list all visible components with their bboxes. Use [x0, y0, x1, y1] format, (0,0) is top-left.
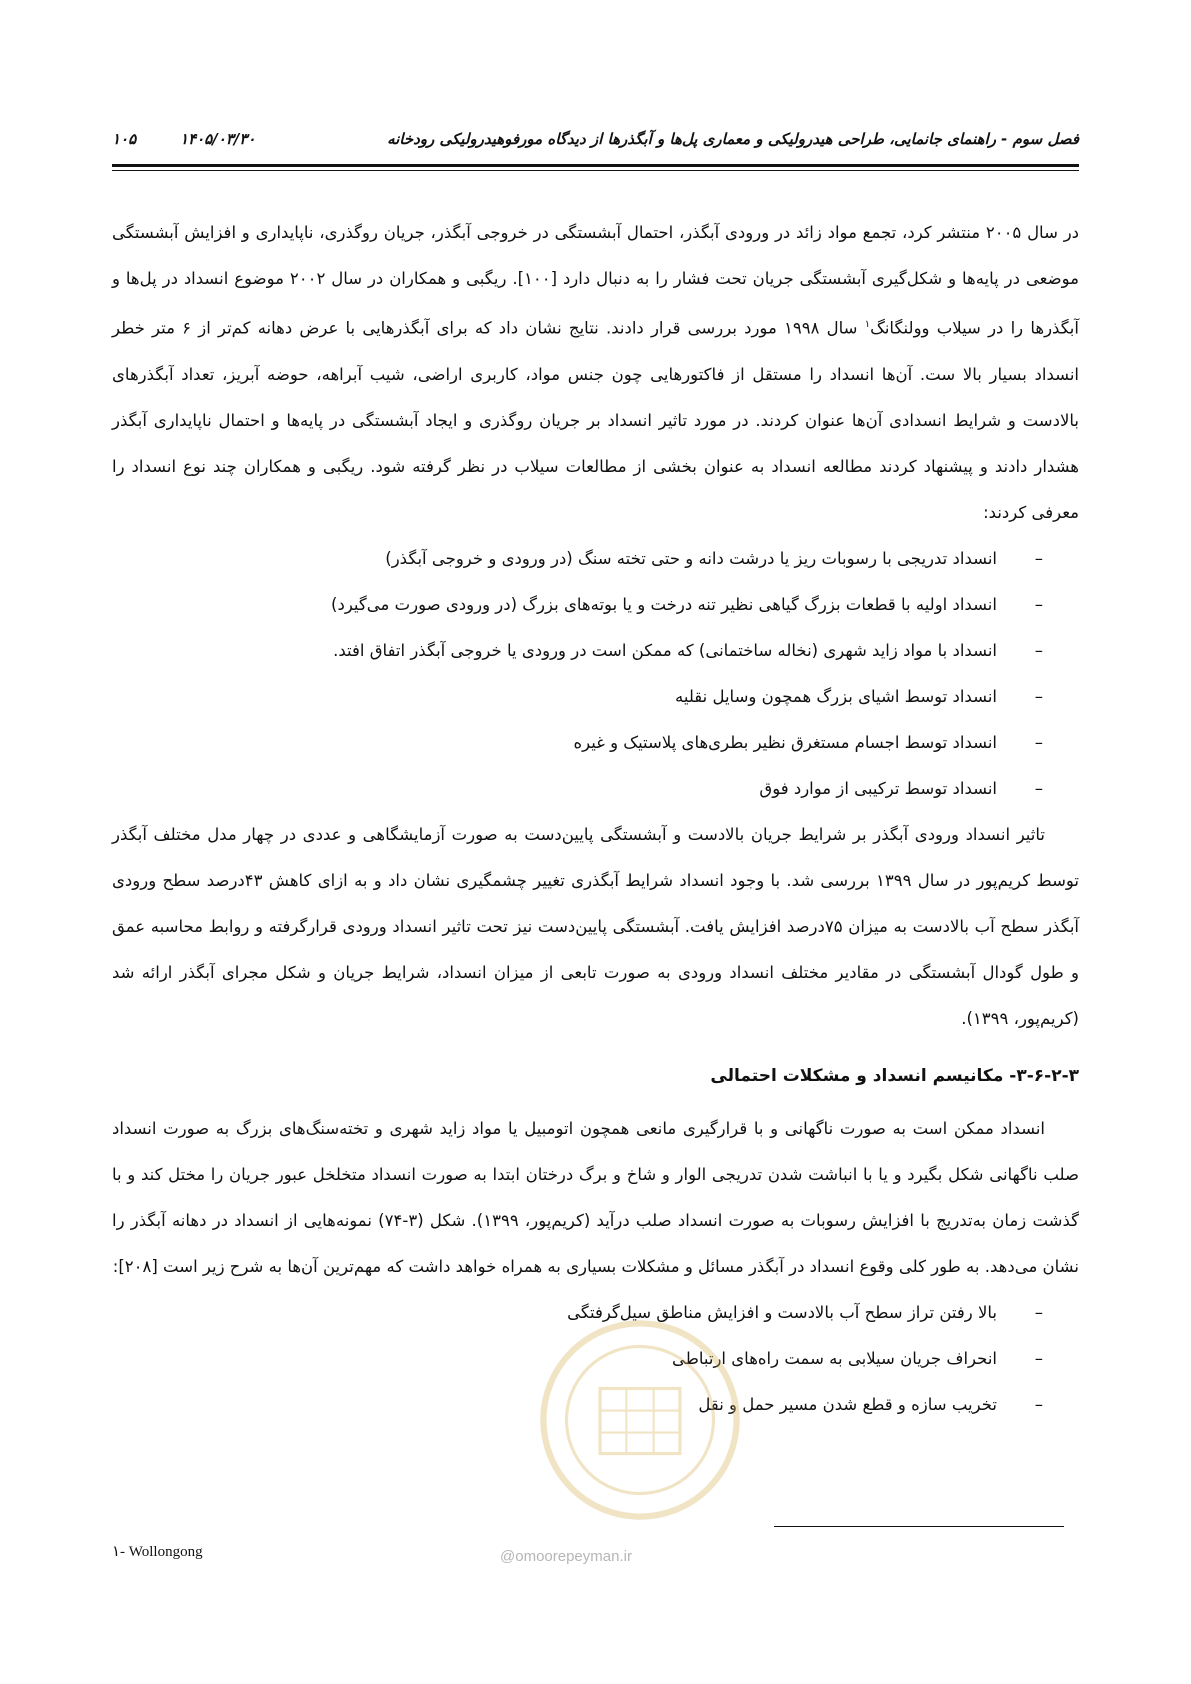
watermark-seal-icon	[535, 1315, 745, 1525]
list-item-text: انسداد تدریجی با رسوبات ریز یا درشت دانه و حتی تخته سنگ (در ورودی و خروجی آبگذر)	[385, 548, 997, 568]
header-date: ۱۴۰۵/۰۳/۳۰	[180, 130, 256, 148]
para1-line: مواد، کاربری اراضی، شیب آبراهه، حوضه آبریز، تعداد آبگذرهای بالادست و شرایط انسدادی آن‌ها عنوان کردند. در مورد تاثیر	[112, 364, 1079, 430]
dash-bullet: –	[1034, 1394, 1043, 1414]
watermark-text: @omoorepeyman.ir	[500, 1548, 632, 1565]
para1-line: و افزایش آبشستگی موضعی در پایه‌ها و شکل‌گیری آبشستگی جریان تحت فشار را به دنبال دارد [۱۰۰]. ریگبی و همکاران در	[112, 223, 1079, 288]
para1-line: سال ۱۹۹۸ مورد بررسی قرار دادند. نتایج نشان داد که	[474, 318, 865, 338]
list-item	[112, 766, 1079, 812]
list-item-text: انحراف جریان سیلابی به سمت راه‌های ارتباطی	[671, 1348, 997, 1368]
list-item-text: انسداد توسط اجسام مستغرق نظیر بطری‌های پلاستیک و غیره	[573, 732, 997, 752]
paragraph-intro	[112, 210, 1079, 536]
footnote: ۱- Wollongong	[112, 1544, 203, 1560]
para1-line: سال ۲۰۰۲ موضوع انسداد در پل‌ها و آبگذرها را در سیلاب وولنگانگ	[112, 269, 1079, 338]
list-item	[112, 720, 1079, 766]
paragraph-karimpour: تاثیر انسداد ورودی آبگذر بر شرایط جریان بالادست و آبشستگی پایین‌دست به صورت آزمایشگاهی و عددی در چهار مدل مختلف آبگذر توسط کریم‌پور در سال ۱۳۹۹ بررسی شد. با وجود انسداد شرایط آبگذری تغییر چشمگیری نشان داد و به ازای کاهش ۴۳درصد سطح ورودی آبگذر سطح آب بالادست به میزان ۷۵درصد افزایش یافت. آبشستگی پایین‌دست نیز تحت تاثیر انسداد ورودی قرارگرفته و روابط محاسبه عمق و طول گودال آبشستگی در مقادیر مختلف انسداد ورودی به صورت تابعی از میزان انسداد، شرایط جریان و شکل مجرای آبگذر ارائه شد (کریم‌پور، ۱۳۹۹).	[112, 824, 1080, 1028]
dash-bullet: –	[1034, 686, 1043, 706]
list-item-text: انسداد با مواد زاید شهری (نخاله ساختمانی) که ممکن است در ورودی یا خروجی آبگذر اتفاق افتد.	[333, 640, 997, 660]
list-item	[112, 674, 1079, 720]
list-item-text: بالا رفتن تراز سطح آب بالادست و افزایش مناطق سیل‌گرفتگی	[567, 1302, 997, 1322]
list-item-text: تخریب سازه و قطع شدن مسیر حمل و نقل	[698, 1394, 997, 1414]
page-number: ۱۰۵	[112, 130, 137, 148]
header-title: فصل سوم - راهنمای جانمایی، طراحی هیدرولیکی و معماری پل‌ها و آبگذرها از دیدگاه مورفوهیدرولیکی رودخانه	[387, 130, 1079, 148]
list-item-text: انسداد توسط ترکیبی از موارد فوق	[759, 778, 997, 798]
dash-bullet: –	[1034, 548, 1043, 568]
header-rule	[112, 164, 1079, 167]
paragraph-mechanism: انسداد ممکن است به صورت ناگهانی و با قرارگیری مانعی همچون اتومبیل یا مواد زاید شهری و تخته‌سنگ‌های بزرگ به صورت انسداد صلب ناگهانی شکل بگیرد و یا با انباشت شدن تدریجی الوار و شاخ و برگ درختان ابتدا به صورت انسداد متخلخل عبور جریان را مختل کند و با گذشت زمان به‌تدریج با افزایش رسوبات به صورت انسداد صلب درآید (کریم‌پور، ۱۳۹۹). شکل (۳-۷۴) نمونه‌هایی از انسداد در دهانه آبگذر را نشان می‌دهد. به طور کلی وقوع انسداد در آبگذر مسائل و مشکلات بسیاری به همراه خواهد داشت که مهم‌ترین آن‌ها به شرح زیر است [۲۰۸]:	[112, 1118, 1079, 1276]
page-header	[112, 122, 1079, 162]
header-rule-thin	[112, 170, 1079, 171]
blockage-types-list	[112, 536, 1079, 812]
dash-bullet: –	[1034, 1302, 1043, 1322]
dash-bullet: –	[1034, 778, 1043, 798]
body-content	[112, 210, 1079, 1428]
dash-bullet: –	[1034, 640, 1043, 660]
dash-bullet: –	[1034, 594, 1043, 614]
list-item	[112, 536, 1079, 582]
list-item-text: انسداد اولیه با قطعات بزرگ گیاهی نظیر تنه درخت و یا بوته‌های بزرگ (در ورودی صورت می‌گیرد)	[331, 594, 997, 614]
para1-line: در سال ۲۰۰۵ منتشر کرد، تجمع مواد زائد در ورودی آبگذر، احتمال آبشستگی در خروجی آبگذر، جریان روگذری، ناپایداری	[255, 223, 1080, 242]
para1-line: برای آبگذرهایی با عرض دهانه کم‌تر از ۶ متر خطر انسداد بسیار بالا ست. آن‌ها انسداد را مستقل از فاکتورهایی چون جنس	[112, 318, 1080, 384]
list-item-text: انسداد توسط اشیای بزرگ همچون وسایل نقلیه	[675, 686, 997, 706]
section-heading: ۳-۶-۲-۳- مکانیسم انسداد و مشکلات احتمالی	[710, 1065, 1079, 1086]
footnote-rule	[774, 1526, 1064, 1527]
dash-bullet: –	[1034, 732, 1043, 752]
para1-line: انسداد بر جریان روگذری و ایجاد آبشستگی در پایه‌ها و احتمال ناپایداری آبگذر هشدار دادند و پیشنهاد کردند مطالعه انسداد	[112, 410, 1080, 476]
para1-line: به عنوان بخشی از مطالعات سیلاب در نظر گرفته شود. ریگبی و همکاران چند نوع انسداد را معرفی کردند:	[112, 456, 1079, 522]
footnote-reference[interactable]: ۱	[864, 319, 871, 330]
dash-bullet: –	[1034, 1348, 1043, 1368]
list-item	[112, 628, 1079, 674]
list-item	[112, 582, 1079, 628]
